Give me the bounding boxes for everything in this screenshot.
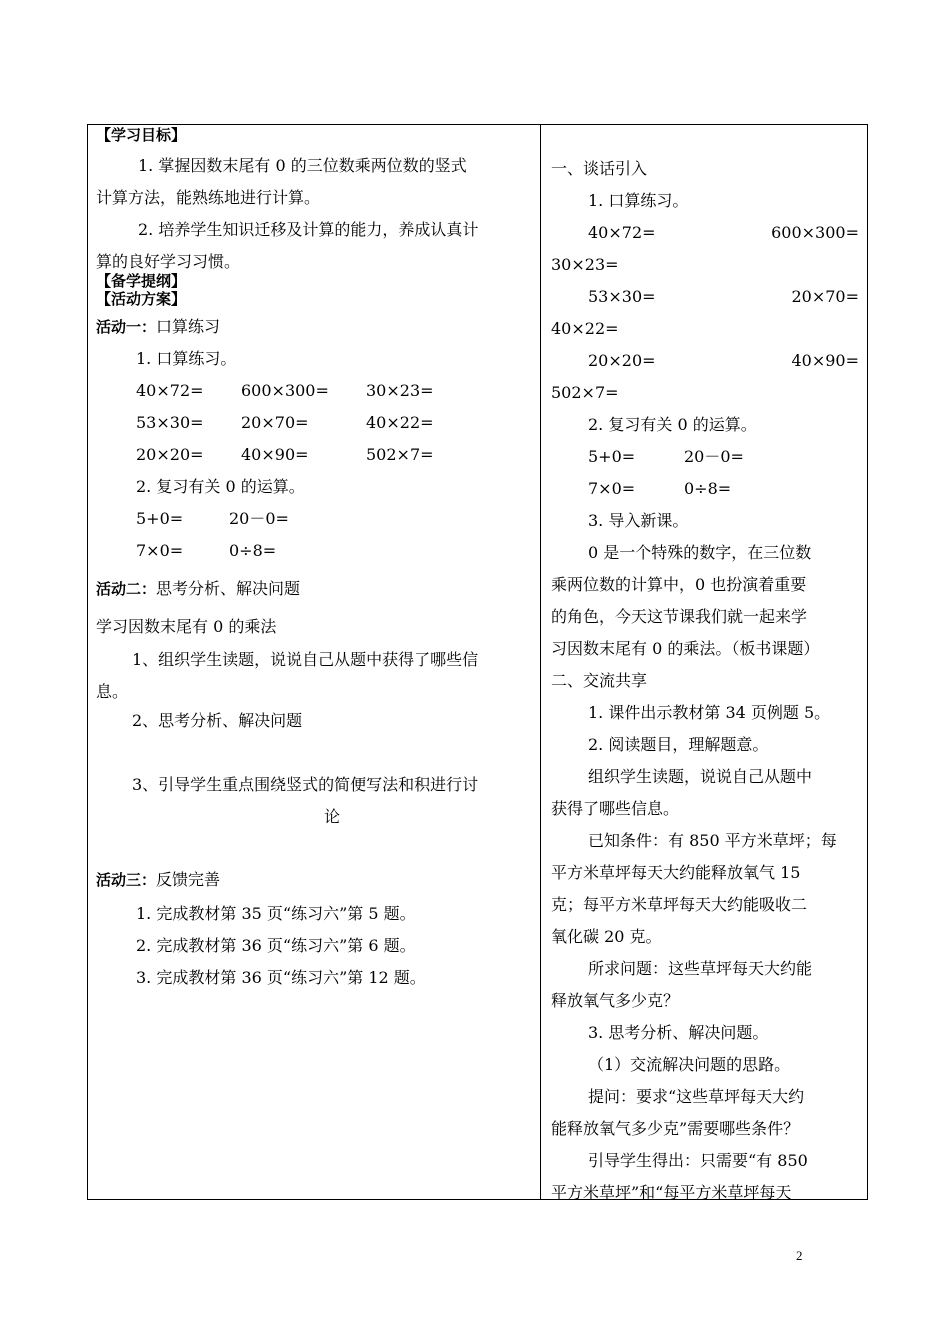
zero-cell: 5+0= <box>136 509 184 528</box>
zero-cell: 7×0= <box>136 541 184 560</box>
step-3-line-2: 论 <box>324 807 341 826</box>
feedback-1: 1. 完成教材第 35 页“练习六”第 5 题。 <box>136 904 416 923</box>
goal-1-line-2: 计算方法，能熟练地进行计算。 <box>96 188 321 207</box>
oral-row: 53×30= 20×70= <box>588 287 859 306</box>
known-line-2: 平方米草坪每天大约能释放氧气 15 <box>551 863 801 882</box>
guide-line-2: 平方米草坪”和“每平方米草坪每天 <box>551 1183 792 1202</box>
zero-cell: 20－0= <box>684 447 744 466</box>
activity-1-heading: 活动一：口算练习 <box>96 317 221 336</box>
goal-2-line-2: 算的良好学习习惯。 <box>96 252 241 271</box>
guide-line-1: 引导学生得出：只需要“有 850 <box>588 1151 808 1170</box>
prompt-line-2: 能释放氧气多少克”需要哪些条件？ <box>551 1119 800 1138</box>
intro-line-1: 0 是一个特殊的数字，在三位数 <box>588 543 812 562</box>
oral-row: 20×20= 40×90= <box>588 351 859 370</box>
goal-2-line-1: 2. 培养学生知识迁移及计算的能力，养成认真计 <box>138 220 479 239</box>
oral-cell: 502×7= <box>366 445 434 464</box>
zero-cell: 0÷8= <box>229 541 277 560</box>
organize-line-2: 获得了哪些信息。 <box>551 799 680 818</box>
oral-row-wrap: 30×23= <box>551 255 619 274</box>
prompt-line-1: 提问：要求“这些草坪每天大约 <box>588 1087 805 1106</box>
step-1-line-1: 1、组织学生读题，说说自己从题中获得了哪些信 <box>132 650 479 669</box>
intro-line-4: 习因数末尾有 0 的乘法。（板书课题） <box>551 639 820 658</box>
known-line-3: 克；每平方米草坪每天大约能吸收二 <box>551 895 808 914</box>
step-2: 2、思考分析、解决问题 <box>132 711 303 730</box>
zero-cell: 20－0= <box>229 509 289 528</box>
feedback-2: 2. 完成教材第 36 页“练习六”第 6 题。 <box>136 936 416 955</box>
oral-cell: 30×23= <box>366 381 434 400</box>
oral-row: 40×72= 600×300= <box>588 223 859 242</box>
intro-line-3: 的角色，今天这节课我们就一起来学 <box>551 607 808 626</box>
outline-heading: 【备学提纲】 <box>96 272 187 290</box>
oral-row-wrap: 502×7= <box>551 383 619 402</box>
oral-cell: 20×70= <box>241 413 309 432</box>
share-step-1: 1. 课件出示教材第 34 页例题 5。 <box>588 703 831 722</box>
known-line-1: 已知条件：有 850 平方米草坪；每 <box>588 831 837 850</box>
zero-cell: 5+0= <box>588 447 636 466</box>
activity-2-heading: 活动二：思考分析、解决问题 <box>96 579 301 598</box>
intro-title: 3. 导入新课。 <box>588 511 689 530</box>
oral-practice-title: 1. 口算练习。 <box>136 349 237 368</box>
column-divider <box>540 125 541 1199</box>
oral-cell: 53×30= <box>136 413 204 432</box>
share-step-3-1: （1）交流解决问题的思路。 <box>588 1055 791 1074</box>
zero-cell: 0÷8= <box>684 479 732 498</box>
feedback-3: 3. 完成教材第 36 页“练习六”第 12 题。 <box>136 968 426 987</box>
oral-cell: 600×300= <box>241 381 329 400</box>
known-line-4: 氧化碳 20 克。 <box>551 927 662 946</box>
zero-review-title: 2. 复习有关 0 的运算。 <box>588 415 757 434</box>
section-1-heading: 一、谈话引入 <box>551 159 648 178</box>
oral-cell: 40×22= <box>366 413 434 432</box>
goal-1-line-1: 1. 掌握因数末尾有 0 的三位数乘两位数的竖式 <box>138 156 467 175</box>
question-line-2: 释放氧气多少克？ <box>551 991 680 1010</box>
page-number: 2 <box>796 1248 803 1263</box>
share-step-3: 3. 思考分析、解决问题。 <box>588 1023 769 1042</box>
step-1-line-2: 息。 <box>96 682 129 701</box>
lesson-plan-table <box>87 124 868 1200</box>
question-line-1: 所求问题：这些草坪每天大约能 <box>588 959 813 978</box>
goal-heading: 【学习目标】 <box>96 126 187 144</box>
share-step-2: 2. 阅读题目，理解题意。 <box>588 735 769 754</box>
plan-heading: 【活动方案】 <box>96 290 187 308</box>
oral-practice-title: 1. 口算练习。 <box>588 191 689 210</box>
intro-line-2: 乘两位数的计算中，0 也扮演着重要 <box>551 575 807 594</box>
zero-cell: 7×0= <box>588 479 636 498</box>
oral-cell: 40×72= <box>136 381 204 400</box>
oral-cell: 40×90= <box>241 445 309 464</box>
step-3-line-1: 3、引导学生重点围绕竖式的简便写法和积进行讨 <box>132 775 479 794</box>
zero-review-title: 2. 复习有关 0 的运算。 <box>136 477 305 496</box>
organize-line-1: 组织学生读题，说说自己从题中 <box>588 767 813 786</box>
oral-row-wrap: 40×22= <box>551 319 619 338</box>
oral-cell: 20×20= <box>136 445 204 464</box>
section-2-heading: 二、交流共享 <box>551 671 648 690</box>
activity-3-heading: 活动三：反馈完善 <box>96 870 221 889</box>
learn-line: 学习因数末尾有 0 的乘法 <box>96 617 277 636</box>
